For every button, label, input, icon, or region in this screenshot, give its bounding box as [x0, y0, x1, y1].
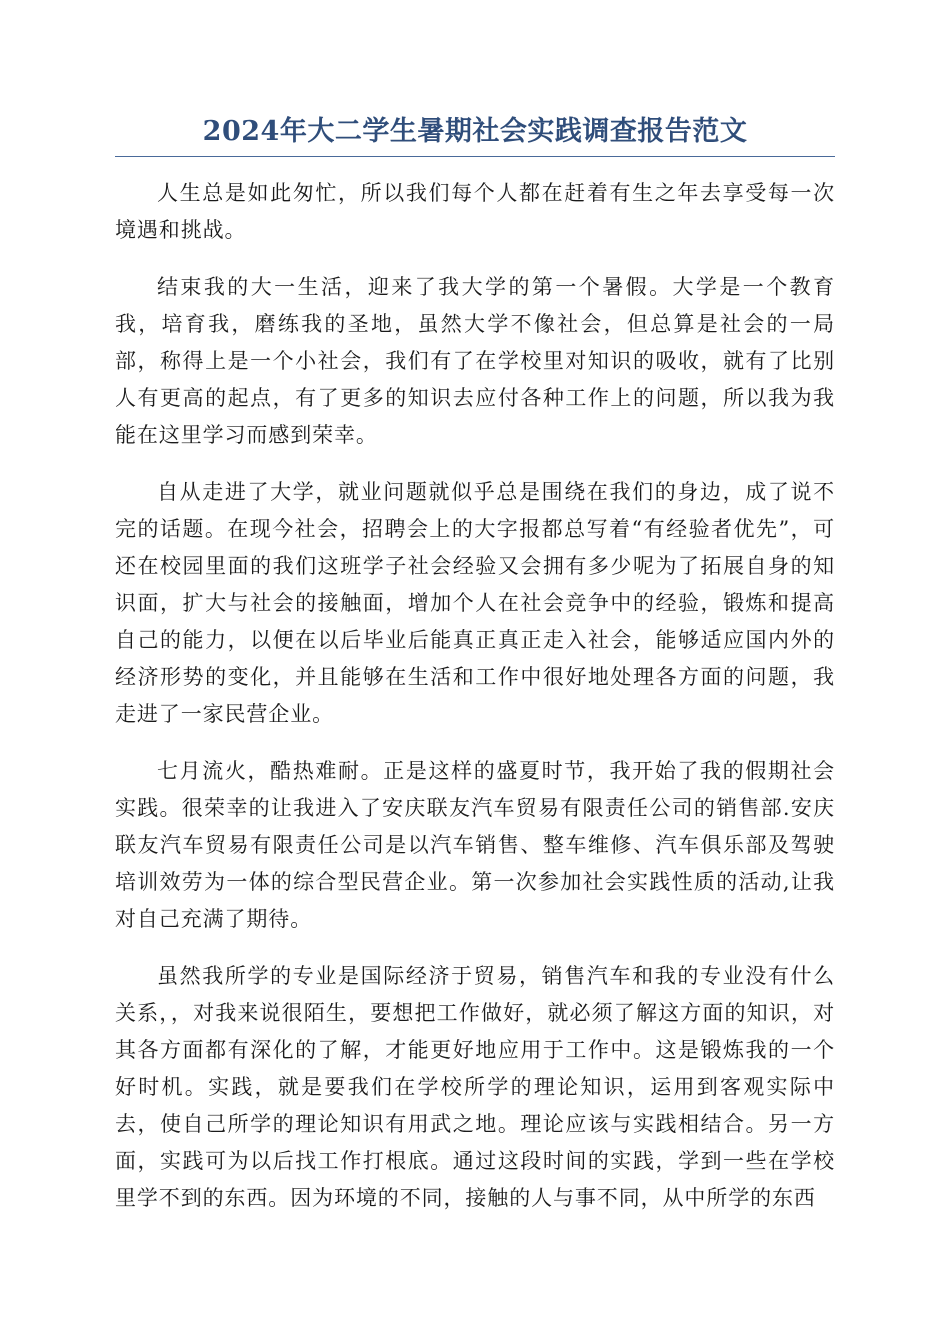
paragraph-5: 虽然我所学的专业是国际经济于贸易，销售汽车和我的专业没有什么关系，，对我来说很陌生，要想把工作做好，就必须了解这方面的知识，对其各方面都有深化的了解，才能更好地应用于工作中。这是锻炼我的一个好时机。实践，就是要我们在学校所学的理论知识，运用到客观实际中去，使自己所学的理论知识有用武之地。理论应该与实践相结合。另一方面，实践可为以后找工作打根底。通过这段时间的实践，学到一些在学校里学不到的东西。因为环境的不同，接触的人与事不同，从中所学的东西 [115, 964, 835, 1210]
page-title: 2024年大二学生暑期社会实践调查报告范文 [202, 116, 748, 147]
paragraph-4: 七月流火，酷热难耐。正是这样的盛夏时节，我开始了我的假期社会实践。很荣幸的让我进入了安庆联友汽车贸易有限责任公司的销售部.安庆联友汽车贸易有限责任公司是以汽车销售、整车维修、汽车俱乐部及驾驶培训效劳为一体的综合型民营企业。第一次参加社会实践性质的活动,让我对自己充满了期待。 [115, 759, 835, 931]
document-body [115, 175, 835, 1237]
paragraph-2: 结束我的大一生活，迎来了我大学的第一个暑假。大学是一个教育我，培育我，磨练我的圣地，虽然大学不像社会，但总算是社会的一局部，称得上是一个小社会，我们有了在学校里对知识的吸收，就有了比别人有更高的起点，有了更多的知识去应付各种工作上的问题，所以我为我能在这里学习而感到荣幸。 [115, 275, 835, 447]
paragraph-3: 自从走进了大学，就业问题就似乎总是围绕在我们的身边，成了说不完的话题。在现今社会，招聘会上的大字报都总写着“有经验者优先”，可还在校园里面的我们这班学子社会经验又会拥有多少呢为了拓展自身的知识面，扩大与社会的接触面，增加个人在社会竞争中的经验，锻炼和提高自己的能力，以便在以后毕业后能真正真正走入社会，能够适应国内外的经济形势的变化，并且能够在生活和工作中很好地处理各方面的问题，我走进了一家民营企业。 [115, 480, 835, 726]
title-block [115, 112, 835, 157]
paragraph-1: 人生总是如此匆忙，所以我们每个人都在赶着有生之年去享受每一次境遇和挑战。 [115, 181, 835, 242]
